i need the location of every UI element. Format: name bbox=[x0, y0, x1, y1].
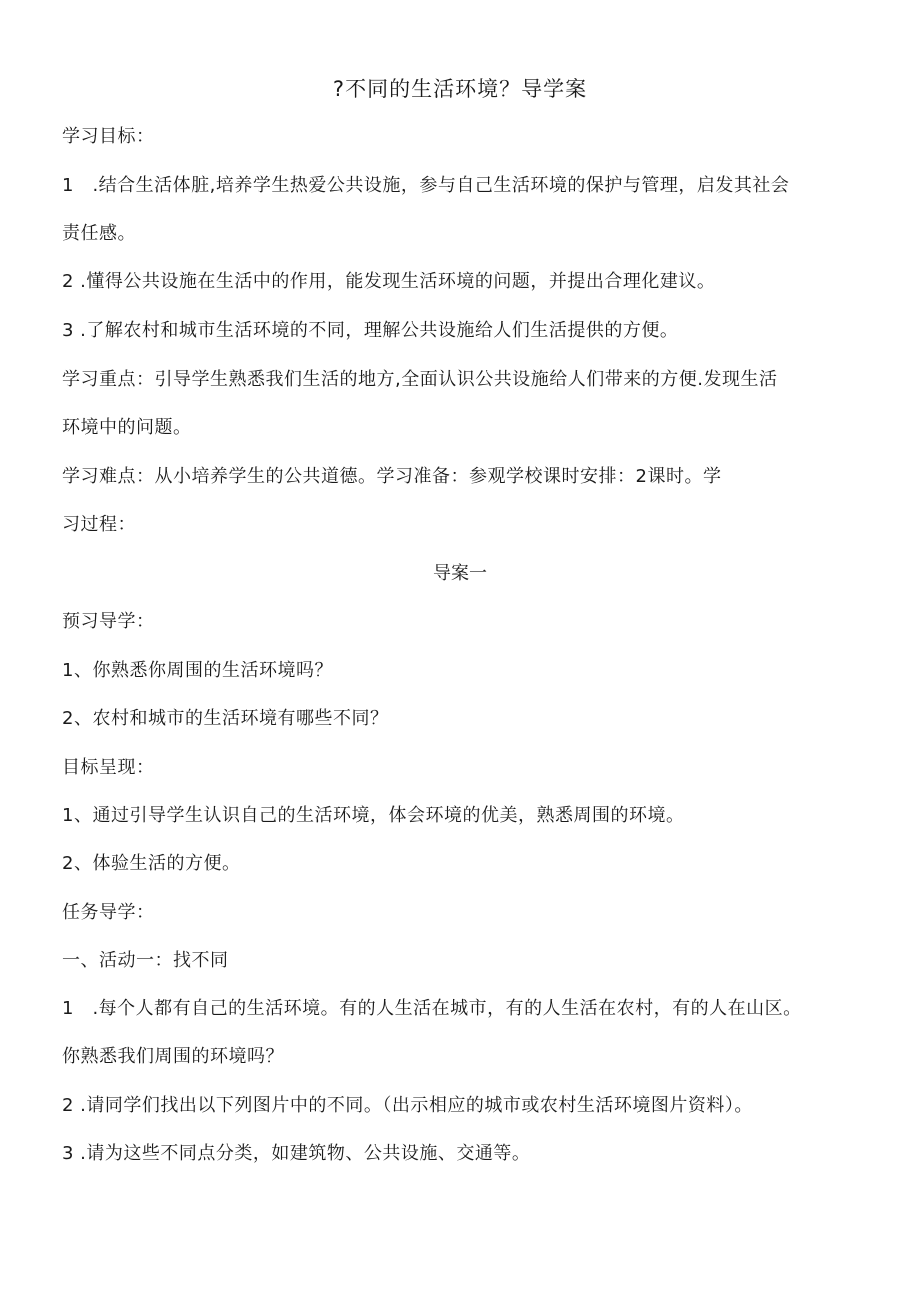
preview-heading: 预习导学： bbox=[62, 611, 155, 632]
objective-3: 3 .了解农村和城市生活环境的不同，理解公共设施给人们生活提供的方便。 bbox=[62, 320, 679, 341]
goal-item-2: 2、体验生活的方便。 bbox=[62, 853, 241, 874]
activity-heading: 一、活动一：找不同 bbox=[62, 950, 229, 971]
objectives-heading: 学习目标： bbox=[62, 126, 155, 147]
activity-item-3: 3 .请为这些不同点分类，如建筑物、公共设施、交通等。 bbox=[62, 1143, 531, 1164]
difficulty-line-1: 学习难点：从小培养学生的公共道德。学习准备：参观学校课时安排：2课时。学 bbox=[62, 466, 722, 487]
activity-item-2: 2 .请同学们找出以下列图片中的不同。（出示相应的城市或农村生活环境图片资料）。 bbox=[62, 1095, 753, 1116]
preview-item-2: 2、农村和城市的生活环境有哪些不同？ bbox=[62, 708, 389, 729]
objective-1-line-2: 责任感。 bbox=[62, 223, 136, 244]
objective-2: 2 .懂得公共设施在生活中的作用，能发现生活环境的问题，并提出合理化建议。 bbox=[62, 271, 716, 292]
difficulty-line-2: 习过程： bbox=[62, 514, 136, 535]
key-points-line-1: 学习重点：引导学生熟悉我们生活的地方,全面认识公共设施给人们带来的方便.发现生活 bbox=[62, 369, 778, 390]
key-points-line-2: 环境中的问题。 bbox=[62, 417, 192, 438]
goal-item-1: 1、通过引导学生认识自己的生活环境，体会环境的优美，熟悉周围的环境。 bbox=[62, 805, 685, 826]
section-heading: 导案一 bbox=[433, 563, 487, 584]
task-heading: 任务导学： bbox=[62, 902, 155, 923]
document-title: ?不同的生活环境？导学案 bbox=[332, 77, 588, 101]
activity-item-1-line-2: 你熟悉我们周围的环境吗？ bbox=[62, 1046, 284, 1067]
activity-item-1-line-1: 1 .每个人都有自己的生活环境。有的人生活在城市，有的人生活在农村，有的人在山区。 bbox=[62, 998, 802, 1019]
preview-item-1: 1、你熟悉你周围的生活环境吗？ bbox=[62, 660, 333, 681]
objective-1-line-1: 1 .结合生活体脏,培养学生热爱公共设施，参与自己生活环境的保护与管理，启发其社会 bbox=[62, 175, 790, 196]
goals-heading: 目标呈现： bbox=[62, 757, 155, 778]
